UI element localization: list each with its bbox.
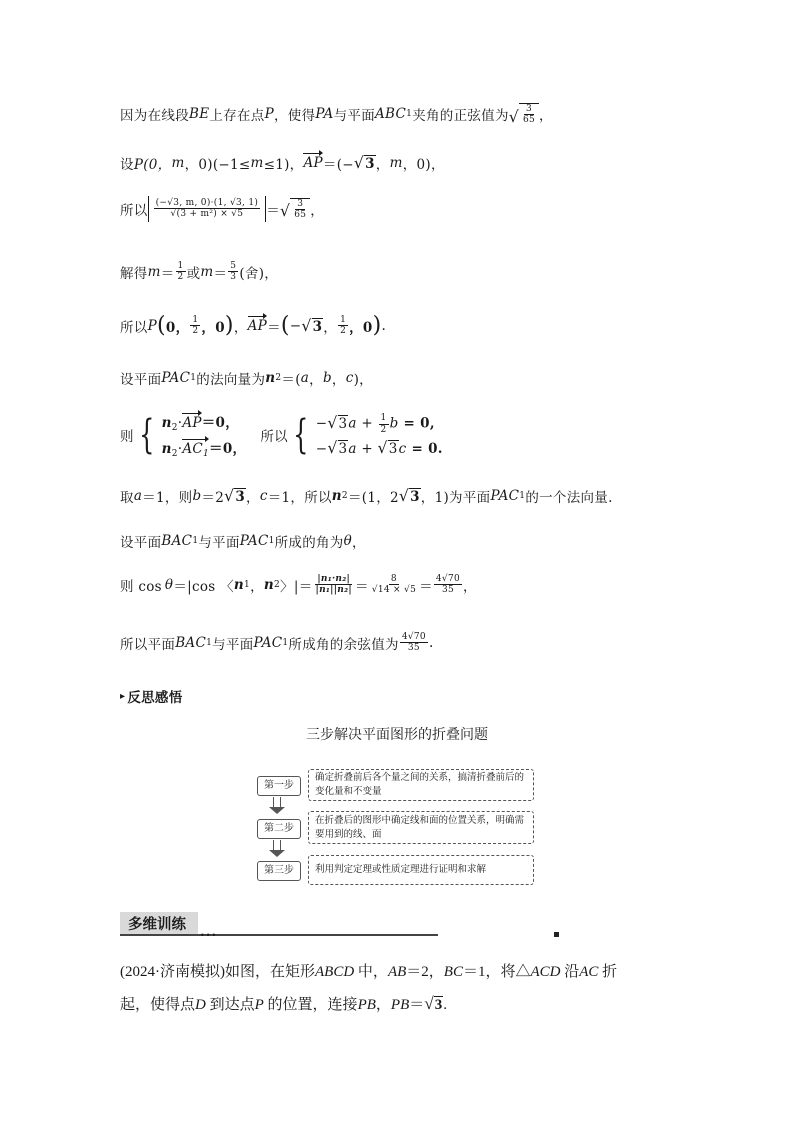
text: . [381,317,387,334]
text: ＝1，所以 [267,490,332,506]
step-3-desc: 利用判定定理或性质定理进行证明和求解 [308,855,534,885]
training-header [120,912,440,938]
text: ＝ [213,265,228,282]
text: ， [246,490,260,506]
subscript: 1 [190,373,197,383]
divider [120,934,438,936]
text: 设平面 [120,372,162,388]
subscript: 2 [275,373,282,383]
text: BE [189,106,210,123]
absolute-value [148,196,267,222]
radicand: 3 [434,997,443,1013]
subscript: 1 [519,491,526,501]
solution-line-6 [120,368,373,388]
text: PB [390,997,410,1013]
text: 沿 [560,964,580,980]
subscript: 1 [206,637,213,648]
text: P [264,106,274,123]
text: BAC [161,533,193,549]
text: 中， [354,964,388,980]
solution-line-10 [120,574,477,596]
problem-line-2: 起，使得点D 到达点P 的位置，连接PB，PB＝ √ 3 . [120,994,447,1013]
text: . [428,634,434,651]
sqrt: √ 3 [353,154,375,172]
text: ＝ [419,578,433,595]
text: )， [353,372,373,388]
flow-title: 三步解决平面图形的折叠问题 [306,727,488,743]
text: ，0 [201,319,225,336]
denominator: 35 [441,585,454,596]
step-1-label: 第一步 [257,776,301,796]
solution-line-3 [120,196,324,222]
text: 则 [120,429,134,445]
denominator: √(3 + m²) × √5 [170,209,244,220]
text: PAC [239,533,269,549]
text: n [161,441,172,457]
training-title: 多维训练 [128,917,186,933]
text: PAC [161,370,191,386]
step-2-desc: 在折叠后的图形中确定线和面的位置关系，明确需要用到的线、面 [308,811,534,844]
radicand: 3 [312,318,323,335]
text: ＝0， [201,415,240,431]
equation-system-2: { − √ 3 a + $\frac{1}{2}$ b = 0, − √ 3 a + √ 3 c = 0. [293,412,443,458]
text: 的法向量为 [196,372,266,388]
numerator: 1 [192,314,199,325]
text: + [356,415,378,432]
vector-AP: AP [303,155,323,171]
denominator: 65 [522,115,536,126]
text: c [345,370,354,386]
text: 的位置，连接 [263,997,358,1013]
text: c [259,488,268,504]
text: ， [375,157,390,173]
sqrt-fraction: √ $\frac{3}{65}$ [509,103,539,126]
numerator: 3 [526,104,533,114]
text: ＝ [354,578,369,595]
text: = 0, [398,415,435,432]
numerator: 3 [297,198,304,209]
text: ， [250,578,264,595]
subscript: 2 [274,579,281,590]
problem-line-1 [120,960,680,981]
subscript: 2 [341,491,348,501]
text: ＝|cos 〈 [173,578,234,595]
text: 到达点 [205,997,255,1013]
text: ＝ [409,997,425,1013]
text: P(0， [133,157,172,173]
divider-dots: ••• [200,931,218,940]
text: P [254,997,264,1013]
triangle-icon: ▸ [120,690,126,702]
denominator: 3 [230,272,237,283]
text: (舍)， [239,265,279,282]
radicand: 3 [365,156,375,172]
text: 取 [120,490,134,506]
text: D [195,997,206,1013]
text: a [133,488,143,504]
down-arrow-icon [273,840,281,850]
vector-AP: AP [247,317,268,334]
text: 设 [120,157,134,173]
text: n [265,370,276,386]
text: − [315,415,328,432]
text: ＝(1，2 [347,490,399,506]
subscript: 1 [244,579,251,590]
text: 0， [165,319,190,336]
numerator: 1 [177,261,184,271]
text: ＝ [266,202,280,219]
text: m [171,155,185,171]
numerator: 4√70 [435,574,461,584]
solution-line-11 [120,632,434,654]
text: − [315,440,328,457]
down-arrow-icon [273,797,281,807]
numerator: 1 [380,413,387,424]
text: ＝2 [201,490,225,506]
text: b [389,415,399,432]
text: m [250,155,264,171]
text: BC [443,964,463,980]
solution-line-7 [120,411,443,459]
text: + [356,440,378,457]
numerator: 4√70 [401,632,426,642]
solution-line-8: 取 a ＝1，则 b ＝2 √ 3 ， c ＝1，所以 n 2 ＝(1，2 √ 3 ，1)为平面 PAC 1 的一个法向量. [120,487,613,506]
denominator: 2 [192,326,199,336]
text: ＝(− [322,157,354,173]
text: θ [343,533,353,549]
text: PAC [490,488,520,504]
numerator: 5 [230,261,237,271]
text: ， [539,108,553,125]
text: c [398,440,407,457]
radicand: 3 [410,489,420,505]
radicand: 3 [235,489,246,505]
text: b [192,488,202,504]
text: AB [387,964,407,980]
text: ， [375,997,391,1013]
text: ＝1，将△ [462,964,531,980]
text: 所以 [120,319,148,336]
text: ， [309,372,323,388]
step-2-label: 第二步 [257,819,301,839]
solution-line-1 [120,103,553,126]
text: 折 [598,964,618,980]
text: P [147,317,157,334]
text: BAC [175,634,207,651]
text: ＝( [281,372,301,388]
text: · [177,415,183,431]
text: a [300,370,310,386]
radicand: 3 [338,415,348,432]
reflection-heading [120,686,183,706]
text: 〉|＝ [280,578,313,595]
text: PA [315,106,334,123]
text: ，0)(−1≤ [184,157,251,173]
text: n [161,415,172,431]
text: ABC [375,106,407,123]
radicand: 3 [338,440,348,457]
text: PB [357,997,376,1013]
text: a [348,440,357,457]
text: 所以 [260,429,288,445]
text: ，使得 [273,108,316,125]
text: 与平面 [198,535,240,551]
section-title: 反思感悟 [127,690,183,706]
text: 所成的角为 [274,535,344,551]
text: n [331,488,342,504]
numerator: 1 [340,314,347,325]
text: ＝2， [406,964,444,980]
text: m [147,263,161,280]
subscript: 1 [406,109,413,120]
denominator: 65 [294,209,307,220]
text: a [348,415,357,432]
text: ≤1)， [263,157,304,173]
denominator: |n₁||n₂| [315,585,352,596]
text: 所以平面 [120,636,176,653]
text: = 0. [406,440,443,457]
text: θ [164,576,174,593]
solution-line-4 [120,261,278,283]
text: (2024·济南模拟)如图，在矩形 [120,964,315,980]
text: ， [323,319,338,336]
text: PAC [253,634,283,651]
text: 因为在线段 [120,108,189,125]
text: ＝0， [209,441,247,457]
text: ， [233,319,248,336]
solution-line-9 [120,531,366,551]
denominator: 2 [177,272,184,283]
text: ， [463,578,477,595]
text: · [177,441,183,457]
subscript: 2 [171,449,178,459]
sqrt-fraction: √ $\frac{3}{65}$ [280,198,310,221]
denominator: √14 × √5 [371,585,417,596]
text: 设平面 [120,535,162,551]
text: 所成角的余弦值为 [288,636,399,653]
text: 与平面 [333,108,375,125]
text: ， [331,372,346,388]
text: ＝ [160,265,175,282]
text: m [200,263,214,280]
text: 与平面 [212,636,254,653]
text: n [233,576,245,593]
text: ，1)为平面 [420,490,491,506]
text: 夹角的正弦值为 [412,108,509,125]
subscript: 1 [203,449,210,459]
text: ， [310,202,325,219]
text: 上存在点 [209,108,265,125]
text: 所以 [120,202,148,219]
divider-end-square [554,932,559,937]
denominator: 35 [407,643,420,654]
vector-AP: AP [182,415,202,431]
text: 则 cos [120,578,162,595]
text: 解得 [120,265,148,282]
numerator: 8 [390,574,397,584]
text: 或 [186,265,201,282]
solution-line-5: 所以 P ( 0， $\frac{1}{2}$ ，0 ) ， AP ＝ ( − √ 3 ， $\frac{1}{2}$ ，0 ) . [120,313,387,338]
text: ＝ [267,319,281,336]
text: AC [579,964,599,980]
subscript: 1 [192,536,199,546]
step-1-desc: 确定折叠前后各个量之间的关系，搞清折叠前后的变化量和不变量 [308,769,534,801]
text: b [322,370,332,386]
text: 起，使得点 [120,997,196,1013]
subscript: 2 [171,423,178,433]
denominator: 2 [380,424,387,435]
vector-AC1: AC [182,441,203,457]
subscript: 1 [268,536,275,546]
subscript: 1 [282,637,289,648]
text: ACD [530,964,561,980]
text: n [263,576,275,593]
solution-line-2 [120,153,445,173]
numerator: (−√3, m, 0)·(1, √3, 1) [155,198,259,208]
text: ，0)， [402,157,445,173]
equation-system-1: { $n_2\cdot AP=0$， $n_2\cdot AC_1=0$， [138,412,247,459]
step-3-label: 第三步 [257,861,301,881]
radicand: 3 [388,440,398,457]
text: m [389,155,403,171]
text: − [289,317,302,334]
numerator: |n₁·n₂| [317,574,351,584]
text: ＝1，则 [142,490,193,506]
text: ，0 [349,319,373,336]
text: 的一个法向量. [525,490,613,506]
denominator: 2 [340,326,347,336]
text: . [443,997,447,1013]
text: ， [352,535,366,551]
text: ABCD [315,964,355,980]
